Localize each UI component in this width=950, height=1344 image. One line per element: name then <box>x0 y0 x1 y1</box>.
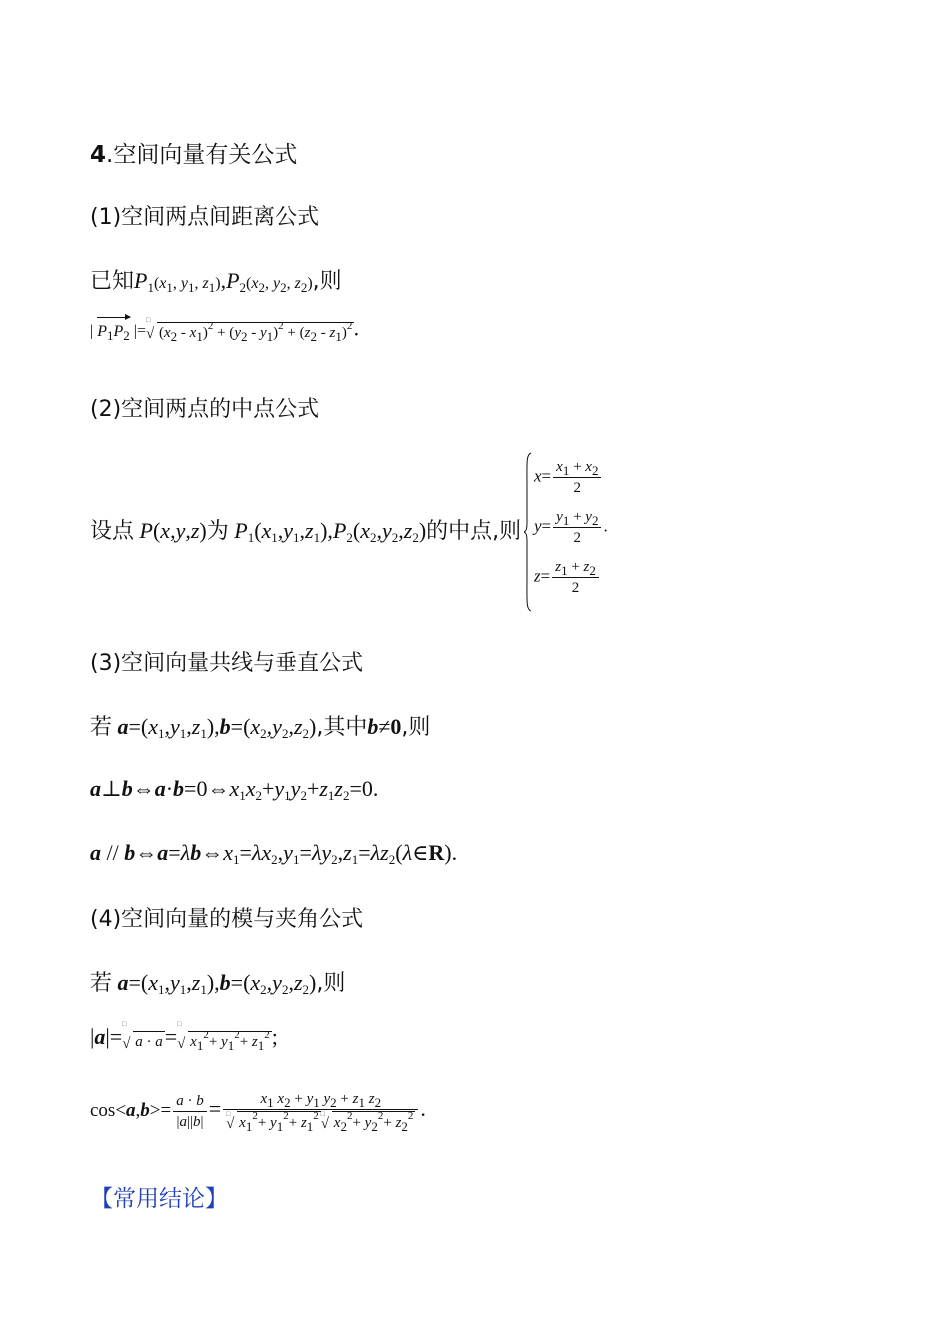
midpoint-system <box>524 452 654 612</box>
midpoint-label: 的中点,则 <box>426 519 522 544</box>
midpoint-z: z= $\frac{z_1 + z_2}{2}$ <box>534 558 601 597</box>
then-label: ,则 <box>312 269 342 294</box>
section-title: .空间向量有关公式 <box>106 142 298 168</box>
then-label-4: ,则 <box>316 971 346 996</box>
where-label: ,其中 <box>316 715 368 740</box>
left-brace <box>524 452 532 612</box>
section-number: 4 <box>90 142 107 168</box>
for-label: 为 <box>206 519 229 544</box>
then-label-3: ,则 <box>401 715 431 740</box>
midpoint-statement: 设点 P(x,y,z)为 $P_1(x_1,y_1,z_1),P_2(x_2,y_2,z_2)$的中点,则 <box>90 518 522 545</box>
midpoint-y: y= $\frac{y_1 + y_2}{2}$ . <box>534 509 608 546</box>
distance-given: 已知$P_1(x_1$, $y_1$, $z_1),P_2(x_2$, $y_2$, $z_2$),则 <box>90 268 342 295</box>
subsection-1-title: (1)空间两点间距离公式 <box>90 205 320 230</box>
distance-formula: | $P_1P_2$ |= □ √ $(x_2 - x_1)^2 + (y_2 - y_1)^2 + (z_2 - z_1)^2$ . <box>90 316 359 344</box>
parallel-formula: $a // b\Leftrightarrow a=\lambda b\Leftrightarrow x_1=\lambda x_2,y_1=\lambda y_2,z_1=\lambda z_2(\lambda\in R)$. <box>90 840 458 867</box>
magnitude-formula: |a|= □ √ a · a= □ √ $x_1^2+ y_1^2+ z_1^2$; <box>90 1019 278 1053</box>
vectors-given-4: 若 $a=(x_1,y_1,z_1),b=(x_2,y_2,z_2)$,则 <box>90 970 346 997</box>
midpoint-x: x= $\frac{x_1 + x_2}{2}$ <box>534 458 603 497</box>
vectors-given: 若 $a=(x_1,y_1,z_1),b=(x_2,y_2,z_2)$,其中b≠0,则 <box>90 714 431 741</box>
cosine-formula: cos<a,b>= $\frac{a \cdot b}{|a||b|}$ = $x_1$ $x_2 + y_1$ $y_2 + z_1$ $z_2$ □ √ $x_1^2+ y_1^2+ z_1^2$ □ √ $x_2^2+ y_2^2+ z_2^2$ . <box>90 1091 426 1134</box>
given-label: 已知 <box>90 269 135 294</box>
subsection-4-title: (4)空间向量的模与夹角公式 <box>90 907 364 932</box>
common-conclusions-heading: 【常用结论】 <box>90 1186 228 1212</box>
subsection-3-title: (3)空间向量共线与垂直公式 <box>90 651 364 676</box>
if-label-4: 若 <box>90 971 113 996</box>
if-label: 若 <box>90 715 113 740</box>
perpendicular-formula: $a\perp b\Leftrightarrow a\cdot b=0\Leftrightarrow x_1x_2+y_1y_2+z_1z_2=0$. <box>90 776 379 803</box>
section-heading <box>90 136 297 169</box>
set-label: 设点 <box>90 519 135 544</box>
subsection-2-title: (2)空间两点的中点公式 <box>90 397 320 422</box>
